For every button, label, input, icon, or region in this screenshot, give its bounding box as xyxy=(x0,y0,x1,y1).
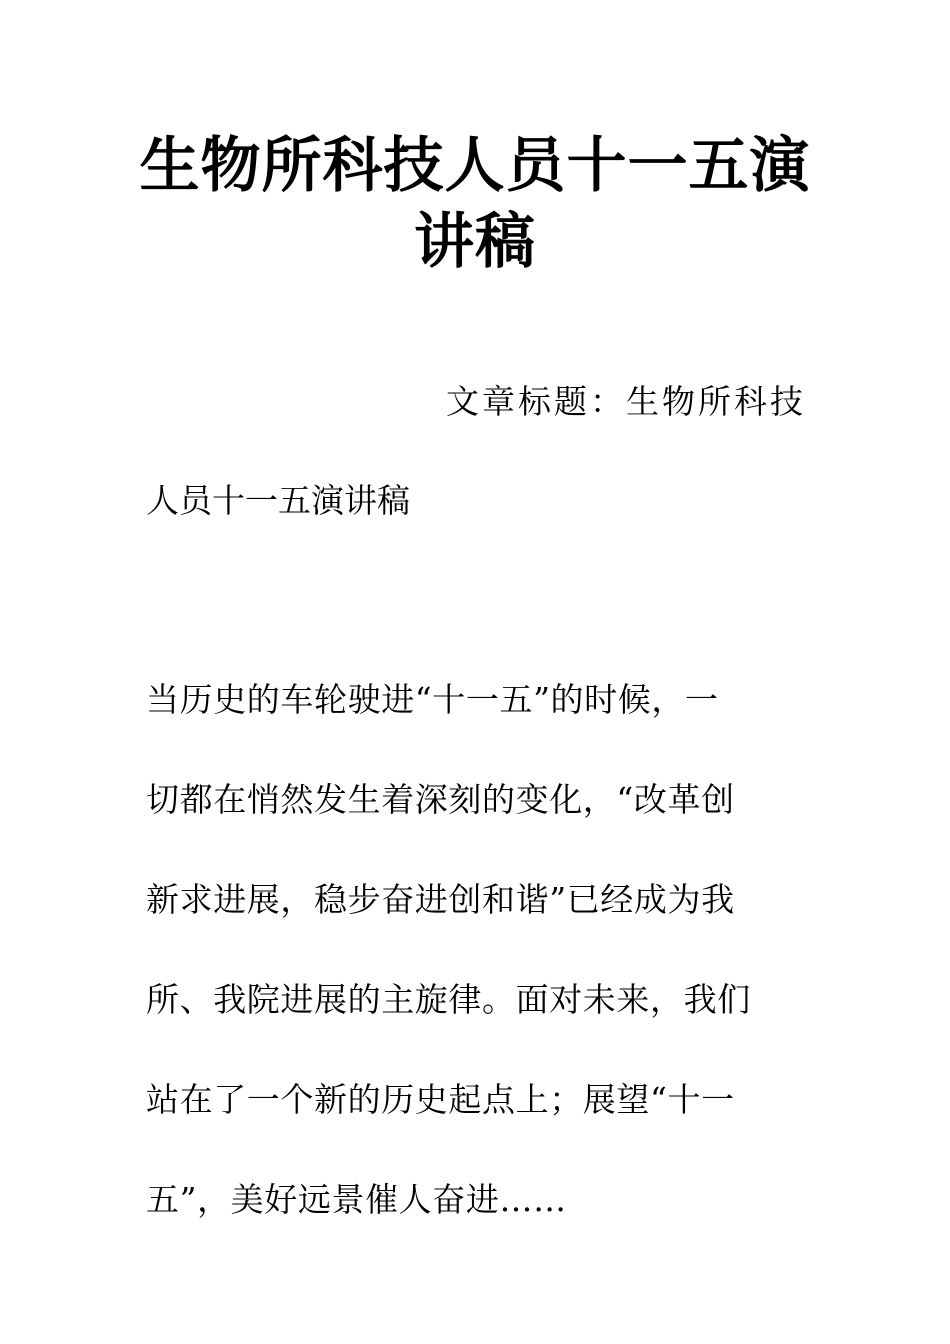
document-title xyxy=(120,128,830,280)
body-line-6: 五”，美好远景催人奋进…… xyxy=(146,1180,567,1219)
body-line-4: 所、我院进展的主旋律。面对未来，我们 xyxy=(146,980,751,1019)
title-line-2: 讲稿 xyxy=(414,207,536,277)
body-line-3: 新求进展，稳步奋进创和谐”已经成为我 xyxy=(146,880,735,919)
subtitle-line-1: 文章标题：生物所科技 xyxy=(446,382,806,421)
subtitle-line-2: 人员十一五演讲稿 xyxy=(146,481,410,520)
title-line-1: 生物所科技人员十一五演 xyxy=(139,131,811,201)
body-line-1: 当历史的车轮驶进“十一五”的时候，一 xyxy=(146,680,719,719)
body-line-5: 站在了一个新的历史起点上；展望“十一 xyxy=(146,1080,735,1119)
body-line-2: 切都在悄然发生着深刻的变化，“改革创 xyxy=(146,780,735,819)
